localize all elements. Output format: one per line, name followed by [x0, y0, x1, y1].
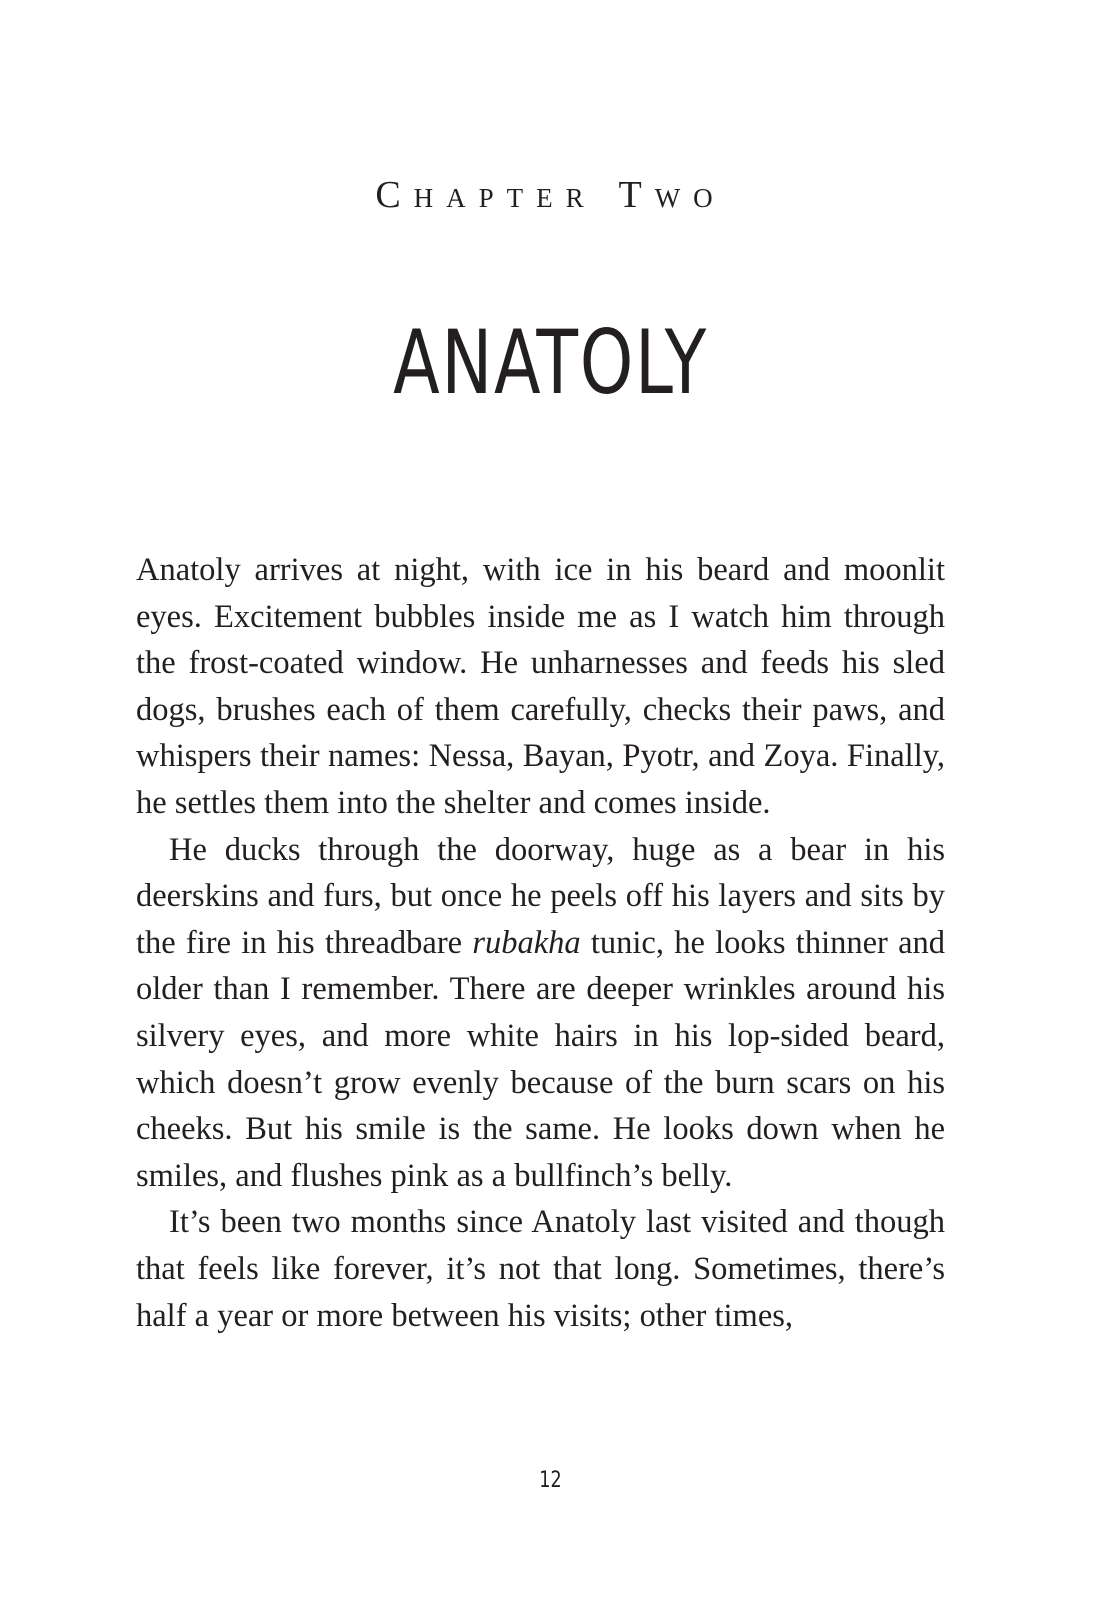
page-number: 12 [539, 1468, 562, 1493]
chapter-label: Chapter Two [375, 174, 726, 216]
paragraph-text: He ducks through the doorway, huge as a bear in his deerskins and furs, but once he peels off his layers and sits by the fire in his threadbare [136, 831, 945, 961]
italic-term: rubakha [472, 924, 581, 961]
body-text [136, 547, 945, 1339]
paragraph-text: tunic, he looks thinner and older than I remember. There are deeper wrinkles around his silvery eyes, and more white hairs in his lop-sided beard, which doesn’t grow evenly because of the burn scars on his cheeks. But his smile is the same. He looks down when he smiles, and flushes pink as a bullfinch’s belly. [136, 924, 945, 1194]
paragraph: Anatoly arrives at night, with ice in his beard and moonlit eyes. Excitement bubbles inside me as I watch him through the frost-coated window. He unharnesses and feeds his sled dogs, brushes each of them carefully, checks their paws, and whispers their names: Nessa, Bayan, Pyotr, and Zoya. Finally, he settles them into the shelter and comes inside. [136, 552, 945, 821]
paragraph [136, 827, 945, 1200]
paragraph: It’s been two months since Anatoly last visited and though that feels like forever, it’s not that long. Sometimes, there’s half a year or more between his visits; other times, [136, 1204, 945, 1334]
chapter-title: ANATOLY [393, 311, 708, 414]
